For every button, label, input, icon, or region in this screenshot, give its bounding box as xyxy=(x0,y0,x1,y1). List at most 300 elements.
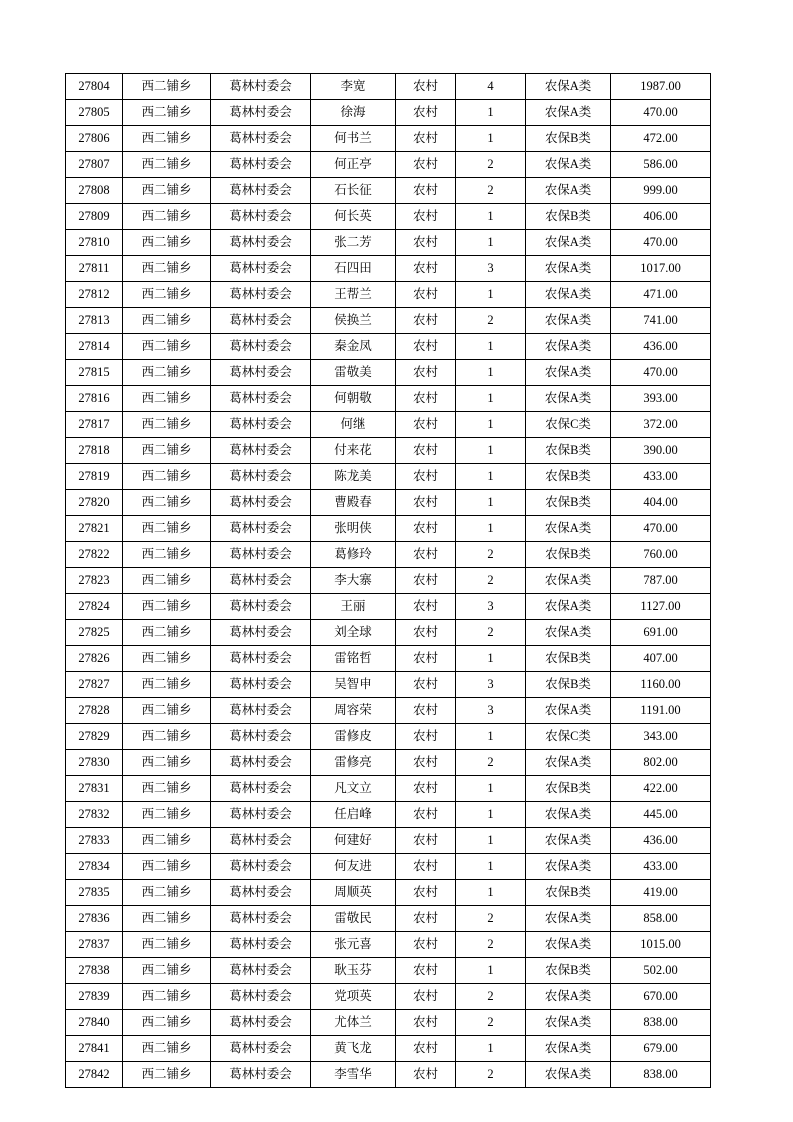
cell-person-count: 4 xyxy=(456,74,526,100)
cell-record-id: 27819 xyxy=(66,464,123,490)
cell-insurance-category: 农保A类 xyxy=(526,74,611,100)
cell-township: 西二铺乡 xyxy=(123,880,211,906)
table-row xyxy=(66,438,711,464)
cell-person-count: 1 xyxy=(456,230,526,256)
cell-person-count: 2 xyxy=(456,568,526,594)
cell-amount: 1017.00 xyxy=(611,256,711,282)
cell-person-count: 2 xyxy=(456,542,526,568)
cell-residence-type: 农村 xyxy=(396,126,456,152)
cell-insurance-category: 农保B类 xyxy=(526,464,611,490)
cell-amount: 858.00 xyxy=(611,906,711,932)
cell-insurance-category: 农保B类 xyxy=(526,438,611,464)
cell-record-id: 27836 xyxy=(66,906,123,932)
table-row xyxy=(66,1036,711,1062)
cell-record-id: 27814 xyxy=(66,334,123,360)
cell-record-id: 27837 xyxy=(66,932,123,958)
cell-residence-type: 农村 xyxy=(396,594,456,620)
cell-amount: 1015.00 xyxy=(611,932,711,958)
cell-person-name: 何朝敬 xyxy=(311,386,396,412)
table-row xyxy=(66,178,711,204)
cell-village-committee: 葛林村委会 xyxy=(211,464,311,490)
cell-amount: 372.00 xyxy=(611,412,711,438)
cell-amount: 407.00 xyxy=(611,646,711,672)
cell-insurance-category: 农保A类 xyxy=(526,178,611,204)
cell-residence-type: 农村 xyxy=(396,1036,456,1062)
cell-person-count: 2 xyxy=(456,932,526,958)
cell-record-id: 27818 xyxy=(66,438,123,464)
table-row xyxy=(66,776,711,802)
cell-residence-type: 农村 xyxy=(396,828,456,854)
cell-township: 西二铺乡 xyxy=(123,958,211,984)
cell-township: 西二铺乡 xyxy=(123,178,211,204)
cell-township: 西二铺乡 xyxy=(123,724,211,750)
cell-amount: 422.00 xyxy=(611,776,711,802)
cell-insurance-category: 农保A类 xyxy=(526,1010,611,1036)
cell-insurance-category: 农保C类 xyxy=(526,724,611,750)
cell-amount: 802.00 xyxy=(611,750,711,776)
cell-village-committee: 葛林村委会 xyxy=(211,776,311,802)
table-row xyxy=(66,204,711,230)
cell-record-id: 27841 xyxy=(66,1036,123,1062)
cell-amount: 670.00 xyxy=(611,984,711,1010)
cell-record-id: 27811 xyxy=(66,256,123,282)
cell-township: 西二铺乡 xyxy=(123,412,211,438)
cell-person-name: 葛修玲 xyxy=(311,542,396,568)
cell-township: 西二铺乡 xyxy=(123,802,211,828)
table-row xyxy=(66,698,711,724)
table-row xyxy=(66,854,711,880)
cell-residence-type: 农村 xyxy=(396,776,456,802)
cell-person-name: 尤体兰 xyxy=(311,1010,396,1036)
cell-amount: 433.00 xyxy=(611,464,711,490)
cell-person-name: 黄飞龙 xyxy=(311,1036,396,1062)
cell-township: 西二铺乡 xyxy=(123,1062,211,1088)
cell-insurance-category: 农保A类 xyxy=(526,984,611,1010)
cell-village-committee: 葛林村委会 xyxy=(211,126,311,152)
cell-township: 西二铺乡 xyxy=(123,646,211,672)
cell-residence-type: 农村 xyxy=(396,204,456,230)
cell-township: 西二铺乡 xyxy=(123,282,211,308)
cell-village-committee: 葛林村委会 xyxy=(211,230,311,256)
table-row xyxy=(66,308,711,334)
cell-record-id: 27832 xyxy=(66,802,123,828)
cell-residence-type: 农村 xyxy=(396,360,456,386)
cell-village-committee: 葛林村委会 xyxy=(211,360,311,386)
cell-person-name: 王帮兰 xyxy=(311,282,396,308)
cell-record-id: 27825 xyxy=(66,620,123,646)
cell-record-id: 27839 xyxy=(66,984,123,1010)
cell-insurance-category: 农保A类 xyxy=(526,152,611,178)
cell-insurance-category: 农保B类 xyxy=(526,880,611,906)
table-row xyxy=(66,568,711,594)
cell-residence-type: 农村 xyxy=(396,230,456,256)
table-row xyxy=(66,828,711,854)
table-row xyxy=(66,984,711,1010)
table-row xyxy=(66,230,711,256)
cell-village-committee: 葛林村委会 xyxy=(211,412,311,438)
cell-amount: 1160.00 xyxy=(611,672,711,698)
cell-township: 西二铺乡 xyxy=(123,932,211,958)
cell-person-count: 1 xyxy=(456,438,526,464)
cell-person-name: 李雪华 xyxy=(311,1062,396,1088)
cell-amount: 393.00 xyxy=(611,386,711,412)
cell-village-committee: 葛林村委会 xyxy=(211,750,311,776)
cell-insurance-category: 农保A类 xyxy=(526,568,611,594)
cell-record-id: 27812 xyxy=(66,282,123,308)
cell-person-name: 雷敬民 xyxy=(311,906,396,932)
cell-township: 西二铺乡 xyxy=(123,620,211,646)
cell-person-count: 1 xyxy=(456,724,526,750)
cell-township: 西二铺乡 xyxy=(123,204,211,230)
cell-township: 西二铺乡 xyxy=(123,360,211,386)
cell-person-name: 任启峰 xyxy=(311,802,396,828)
table-row xyxy=(66,334,711,360)
cell-village-committee: 葛林村委会 xyxy=(211,308,311,334)
cell-residence-type: 农村 xyxy=(396,74,456,100)
cell-residence-type: 农村 xyxy=(396,386,456,412)
cell-amount: 436.00 xyxy=(611,828,711,854)
cell-record-id: 27810 xyxy=(66,230,123,256)
cell-residence-type: 农村 xyxy=(396,932,456,958)
cell-residence-type: 农村 xyxy=(396,880,456,906)
cell-person-name: 雷敬美 xyxy=(311,360,396,386)
cell-insurance-category: 农保A类 xyxy=(526,308,611,334)
cell-village-committee: 葛林村委会 xyxy=(211,724,311,750)
cell-record-id: 27806 xyxy=(66,126,123,152)
cell-person-name: 张明侠 xyxy=(311,516,396,542)
table-row xyxy=(66,750,711,776)
cell-person-name: 雷修皮 xyxy=(311,724,396,750)
cell-village-committee: 葛林村委会 xyxy=(211,74,311,100)
cell-amount: 470.00 xyxy=(611,360,711,386)
cell-amount: 433.00 xyxy=(611,854,711,880)
cell-village-committee: 葛林村委会 xyxy=(211,646,311,672)
cell-residence-type: 农村 xyxy=(396,958,456,984)
table-row xyxy=(66,672,711,698)
cell-person-name: 何长英 xyxy=(311,204,396,230)
cell-insurance-category: 农保A类 xyxy=(526,698,611,724)
cell-township: 西二铺乡 xyxy=(123,672,211,698)
cell-amount: 1127.00 xyxy=(611,594,711,620)
cell-village-committee: 葛林村委会 xyxy=(211,1010,311,1036)
cell-person-count: 2 xyxy=(456,308,526,334)
cell-insurance-category: 农保B类 xyxy=(526,776,611,802)
cell-village-committee: 葛林村委会 xyxy=(211,542,311,568)
cell-township: 西二铺乡 xyxy=(123,594,211,620)
cell-residence-type: 农村 xyxy=(396,750,456,776)
cell-residence-type: 农村 xyxy=(396,802,456,828)
cell-insurance-category: 农保A类 xyxy=(526,360,611,386)
cell-person-count: 2 xyxy=(456,1010,526,1036)
cell-person-count: 3 xyxy=(456,698,526,724)
cell-insurance-category: 农保A类 xyxy=(526,516,611,542)
cell-village-committee: 葛林村委会 xyxy=(211,828,311,854)
cell-amount: 470.00 xyxy=(611,516,711,542)
cell-residence-type: 农村 xyxy=(396,620,456,646)
table-row xyxy=(66,256,711,282)
table-row xyxy=(66,880,711,906)
cell-amount: 741.00 xyxy=(611,308,711,334)
cell-person-name: 雷修亮 xyxy=(311,750,396,776)
cell-person-count: 1 xyxy=(456,204,526,230)
cell-township: 西二铺乡 xyxy=(123,698,211,724)
cell-person-name: 刘全球 xyxy=(311,620,396,646)
cell-person-name: 何继 xyxy=(311,412,396,438)
cell-record-id: 27813 xyxy=(66,308,123,334)
cell-insurance-category: 农保B类 xyxy=(526,646,611,672)
table-row xyxy=(66,1010,711,1036)
cell-residence-type: 农村 xyxy=(396,438,456,464)
cell-village-committee: 葛林村委会 xyxy=(211,802,311,828)
cell-amount: 760.00 xyxy=(611,542,711,568)
cell-residence-type: 农村 xyxy=(396,282,456,308)
cell-person-name: 何正亭 xyxy=(311,152,396,178)
cell-insurance-category: 农保A类 xyxy=(526,750,611,776)
cell-person-count: 1 xyxy=(456,334,526,360)
cell-person-name: 张二芳 xyxy=(311,230,396,256)
cell-village-committee: 葛林村委会 xyxy=(211,594,311,620)
table-row xyxy=(66,152,711,178)
cell-residence-type: 农村 xyxy=(396,334,456,360)
cell-amount: 470.00 xyxy=(611,100,711,126)
cell-village-committee: 葛林村委会 xyxy=(211,880,311,906)
cell-record-id: 27815 xyxy=(66,360,123,386)
cell-amount: 1191.00 xyxy=(611,698,711,724)
cell-person-count: 3 xyxy=(456,256,526,282)
cell-person-count: 2 xyxy=(456,750,526,776)
cell-person-name: 秦金凤 xyxy=(311,334,396,360)
cell-record-id: 27838 xyxy=(66,958,123,984)
cell-person-name: 王丽 xyxy=(311,594,396,620)
cell-person-count: 1 xyxy=(456,828,526,854)
cell-insurance-category: 农保B类 xyxy=(526,204,611,230)
cell-insurance-category: 农保A类 xyxy=(526,230,611,256)
cell-residence-type: 农村 xyxy=(396,516,456,542)
cell-insurance-category: 农保B类 xyxy=(526,490,611,516)
cell-residence-type: 农村 xyxy=(396,1010,456,1036)
cell-person-count: 2 xyxy=(456,906,526,932)
cell-person-name: 石四田 xyxy=(311,256,396,282)
cell-village-committee: 葛林村委会 xyxy=(211,958,311,984)
cell-record-id: 27808 xyxy=(66,178,123,204)
cell-record-id: 27842 xyxy=(66,1062,123,1088)
cell-village-committee: 葛林村委会 xyxy=(211,620,311,646)
cell-residence-type: 农村 xyxy=(396,724,456,750)
cell-township: 西二铺乡 xyxy=(123,776,211,802)
cell-insurance-category: 农保A类 xyxy=(526,334,611,360)
cell-person-name: 侯换兰 xyxy=(311,308,396,334)
cell-person-name: 李宽 xyxy=(311,74,396,100)
cell-record-id: 27822 xyxy=(66,542,123,568)
cell-residence-type: 农村 xyxy=(396,984,456,1010)
table-row xyxy=(66,958,711,984)
cell-amount: 472.00 xyxy=(611,126,711,152)
cell-record-id: 27830 xyxy=(66,750,123,776)
cell-insurance-category: 农保C类 xyxy=(526,412,611,438)
cell-amount: 679.00 xyxy=(611,1036,711,1062)
cell-record-id: 27840 xyxy=(66,1010,123,1036)
cell-insurance-category: 农保A类 xyxy=(526,1036,611,1062)
cell-amount: 343.00 xyxy=(611,724,711,750)
table-row xyxy=(66,1062,711,1088)
cell-township: 西二铺乡 xyxy=(123,1010,211,1036)
cell-insurance-category: 农保B类 xyxy=(526,958,611,984)
cell-record-id: 27805 xyxy=(66,100,123,126)
cell-township: 西二铺乡 xyxy=(123,1036,211,1062)
cell-village-committee: 葛林村委会 xyxy=(211,282,311,308)
cell-township: 西二铺乡 xyxy=(123,568,211,594)
cell-township: 西二铺乡 xyxy=(123,464,211,490)
cell-person-name: 雷铭哲 xyxy=(311,646,396,672)
cell-person-count: 1 xyxy=(456,880,526,906)
cell-person-count: 1 xyxy=(456,100,526,126)
cell-record-id: 27816 xyxy=(66,386,123,412)
cell-township: 西二铺乡 xyxy=(123,906,211,932)
cell-record-id: 27820 xyxy=(66,490,123,516)
cell-township: 西二铺乡 xyxy=(123,984,211,1010)
table-row xyxy=(66,594,711,620)
cell-insurance-category: 农保B类 xyxy=(526,672,611,698)
cell-person-count: 2 xyxy=(456,178,526,204)
cell-residence-type: 农村 xyxy=(396,1062,456,1088)
cell-insurance-category: 农保B类 xyxy=(526,126,611,152)
cell-person-name: 徐海 xyxy=(311,100,396,126)
cell-amount: 406.00 xyxy=(611,204,711,230)
cell-residence-type: 农村 xyxy=(396,854,456,880)
cell-person-count: 3 xyxy=(456,672,526,698)
table-row xyxy=(66,620,711,646)
cell-village-committee: 葛林村委会 xyxy=(211,256,311,282)
cell-amount: 586.00 xyxy=(611,152,711,178)
cell-person-name: 耿玉芬 xyxy=(311,958,396,984)
cell-village-committee: 葛林村委会 xyxy=(211,672,311,698)
cell-insurance-category: 农保A类 xyxy=(526,100,611,126)
cell-record-id: 27835 xyxy=(66,880,123,906)
cell-township: 西二铺乡 xyxy=(123,490,211,516)
cell-record-id: 27827 xyxy=(66,672,123,698)
cell-insurance-category: 农保A类 xyxy=(526,828,611,854)
cell-record-id: 27804 xyxy=(66,74,123,100)
table-row xyxy=(66,282,711,308)
cell-residence-type: 农村 xyxy=(396,178,456,204)
cell-insurance-category: 农保A类 xyxy=(526,1062,611,1088)
cell-residence-type: 农村 xyxy=(396,698,456,724)
cell-person-count: 1 xyxy=(456,646,526,672)
table-row xyxy=(66,516,711,542)
cell-amount: 404.00 xyxy=(611,490,711,516)
table-row xyxy=(66,646,711,672)
cell-insurance-category: 农保A类 xyxy=(526,282,611,308)
cell-record-id: 27826 xyxy=(66,646,123,672)
cell-person-name: 何书兰 xyxy=(311,126,396,152)
cell-record-id: 27807 xyxy=(66,152,123,178)
cell-record-id: 27833 xyxy=(66,828,123,854)
cell-record-id: 27824 xyxy=(66,594,123,620)
cell-township: 西二铺乡 xyxy=(123,152,211,178)
cell-person-count: 1 xyxy=(456,360,526,386)
cell-amount: 1987.00 xyxy=(611,74,711,100)
cell-person-count: 1 xyxy=(456,386,526,412)
cell-person-name: 陈龙美 xyxy=(311,464,396,490)
cell-person-count: 2 xyxy=(456,620,526,646)
cell-person-count: 2 xyxy=(456,1062,526,1088)
cell-insurance-category: 农保A类 xyxy=(526,802,611,828)
cell-person-name: 石长征 xyxy=(311,178,396,204)
cell-residence-type: 农村 xyxy=(396,646,456,672)
cell-record-id: 27831 xyxy=(66,776,123,802)
cell-village-committee: 葛林村委会 xyxy=(211,490,311,516)
table-row xyxy=(66,412,711,438)
cell-insurance-category: 农保A类 xyxy=(526,256,611,282)
table-row xyxy=(66,100,711,126)
cell-person-count: 1 xyxy=(456,854,526,880)
cell-person-name: 何友进 xyxy=(311,854,396,880)
cell-person-name: 付来花 xyxy=(311,438,396,464)
cell-residence-type: 农村 xyxy=(396,542,456,568)
cell-insurance-category: 农保A类 xyxy=(526,854,611,880)
cell-person-count: 1 xyxy=(456,776,526,802)
cell-amount: 419.00 xyxy=(611,880,711,906)
cell-record-id: 27823 xyxy=(66,568,123,594)
cell-township: 西二铺乡 xyxy=(123,334,211,360)
table-row xyxy=(66,542,711,568)
cell-person-count: 2 xyxy=(456,984,526,1010)
cell-township: 西二铺乡 xyxy=(123,828,211,854)
cell-record-id: 27828 xyxy=(66,698,123,724)
cell-person-name: 曹殿春 xyxy=(311,490,396,516)
table-row xyxy=(66,932,711,958)
cell-village-committee: 葛林村委会 xyxy=(211,334,311,360)
cell-insurance-category: 农保A类 xyxy=(526,906,611,932)
cell-residence-type: 农村 xyxy=(396,152,456,178)
cell-village-committee: 葛林村委会 xyxy=(211,100,311,126)
cell-person-count: 1 xyxy=(456,1036,526,1062)
cell-village-committee: 葛林村委会 xyxy=(211,386,311,412)
cell-insurance-category: 农保A类 xyxy=(526,386,611,412)
cell-residence-type: 农村 xyxy=(396,256,456,282)
cell-person-count: 1 xyxy=(456,802,526,828)
cell-village-committee: 葛林村委会 xyxy=(211,932,311,958)
cell-village-committee: 葛林村委会 xyxy=(211,698,311,724)
cell-record-id: 27821 xyxy=(66,516,123,542)
cell-residence-type: 农村 xyxy=(396,672,456,698)
table-row xyxy=(66,126,711,152)
cell-village-committee: 葛林村委会 xyxy=(211,1036,311,1062)
table-row xyxy=(66,802,711,828)
cell-township: 西二铺乡 xyxy=(123,516,211,542)
cell-person-count: 1 xyxy=(456,412,526,438)
cell-amount: 471.00 xyxy=(611,282,711,308)
cell-village-committee: 葛林村委会 xyxy=(211,984,311,1010)
cell-amount: 436.00 xyxy=(611,334,711,360)
cell-person-name: 吴智申 xyxy=(311,672,396,698)
cell-amount: 999.00 xyxy=(611,178,711,204)
cell-person-count: 1 xyxy=(456,126,526,152)
cell-village-committee: 葛林村委会 xyxy=(211,906,311,932)
table-row xyxy=(66,360,711,386)
cell-amount: 502.00 xyxy=(611,958,711,984)
cell-person-name: 周容荣 xyxy=(311,698,396,724)
cell-village-committee: 葛林村委会 xyxy=(211,438,311,464)
cell-residence-type: 农村 xyxy=(396,100,456,126)
cell-person-name: 凡文立 xyxy=(311,776,396,802)
cell-amount: 445.00 xyxy=(611,802,711,828)
cell-amount: 787.00 xyxy=(611,568,711,594)
cell-township: 西二铺乡 xyxy=(123,854,211,880)
cell-township: 西二铺乡 xyxy=(123,386,211,412)
cell-person-name: 何建好 xyxy=(311,828,396,854)
cell-person-count: 1 xyxy=(456,464,526,490)
